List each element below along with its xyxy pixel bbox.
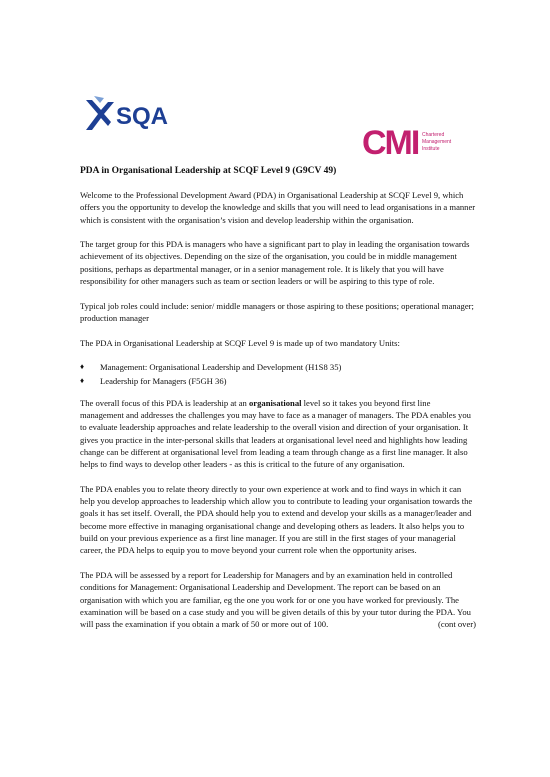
assessment-text: The PDA will be assessed by a report for Leadership for Managers and by an examination held in controlled conditions for Management: Organisational Leadership and Development. The report can be based on an organisation with which you are familiar, eg the one you work for or one you have worked for previously. The examination will be based on a case study and you will be given details of this by your tutor during the PDA. You will pass the examination if you obtain a mark of 50 or more out of 100. [80,569,471,630]
assessment-paragraph [80,569,476,630]
cmi-logo [362,122,472,162]
cmi-logo-sub-2: Management [422,139,452,145]
cmi-logo-sub-3: Institute [422,146,440,152]
intro-paragraph: Welcome to the Professional Development Award (PDA) in Organisational Leadership at SCQF Level 9, which offers you the opportunity to develop the knowledge and skills that you will need to lead organisations in a manner which is consistent with the organisation’s vision and develop leadership within the organisation. [80,190,476,225]
cont-over-label: (cont over) [438,619,476,630]
sqa-logo-text: SQA [116,103,169,130]
focus-text-start: The overall focus of this PDA is leadership at an [80,397,249,408]
list-item [80,361,476,373]
job-roles-paragraph: Typical job roles could include: senior/ middle managers or those aspiring to these positions; operational manager; production manager [80,300,474,323]
unit-label: Management: Organisational Leadership and Development (H1S8 35) [100,362,342,373]
target-group-paragraph: The target group for this PDA is managers who have a significant part to play in leading the organisation towards achievement of its objectives. Depending on the size of the organisation, you could be in middle management positions, perhaps as departmental manager, or in a senior management role. It is likely that you will have responsibility for other managers such as team or section leaders or will be aspiring to this type of role. [80,239,470,287]
theory-paragraph: The PDA enables you to relate theory directly to your own experience at work and to find ways in which it can help you develop approaches to leadership which allow you to contribute to leading your organisation towards the goals it has set itself. Overall, the PDA should help you to extend and develop your skills as a manager/leader and become more effective in managing organisational change and developing others as leaders. It also helps you to build on your previous experience as a first line manager. If you are still in the first stages of your managerial career, the PDA helps to equip you to move beyond your current role when the opportunity arises. [80,483,473,556]
focus-paragraph [80,397,476,471]
unit-label: Leadership for Managers (F5GH 36) [100,376,227,387]
document-body [80,162,476,643]
units-intro-paragraph: The PDA in Organisational Leadership at SCQF Level 9 is made up of two mandatory Units: [80,337,400,348]
focus-text-end: level so it takes you beyond first line management and addresses the challenges you may have to face as a manager of managers. The PDA enables you to evaluate leadership approaches and relate leadership to the overall vision and direction of your organisation. It gives you practice in the inter-personal skills that leaders at organisational level need and highlights how leading change can be different at organisational level from leading a team through change as a first line manager. It also helps to find ways to develop other leaders - as this is critical to the future of any organisation. [80,397,471,470]
diamond-bullet-icon: ♦ [80,362,85,372]
sqa-logo [84,94,180,136]
units-list [80,361,476,388]
cmi-logo-text: CMI [362,124,419,162]
diamond-bullet-icon: ♦ [80,376,85,386]
list-item [80,375,476,387]
document-title: PDA in Organisational Leadership at SCQF Level 9 (G9CV 49) [80,166,337,176]
cmi-logo-sub-1: Chartered [422,132,445,138]
focus-bold-word: organisational [248,397,302,408]
